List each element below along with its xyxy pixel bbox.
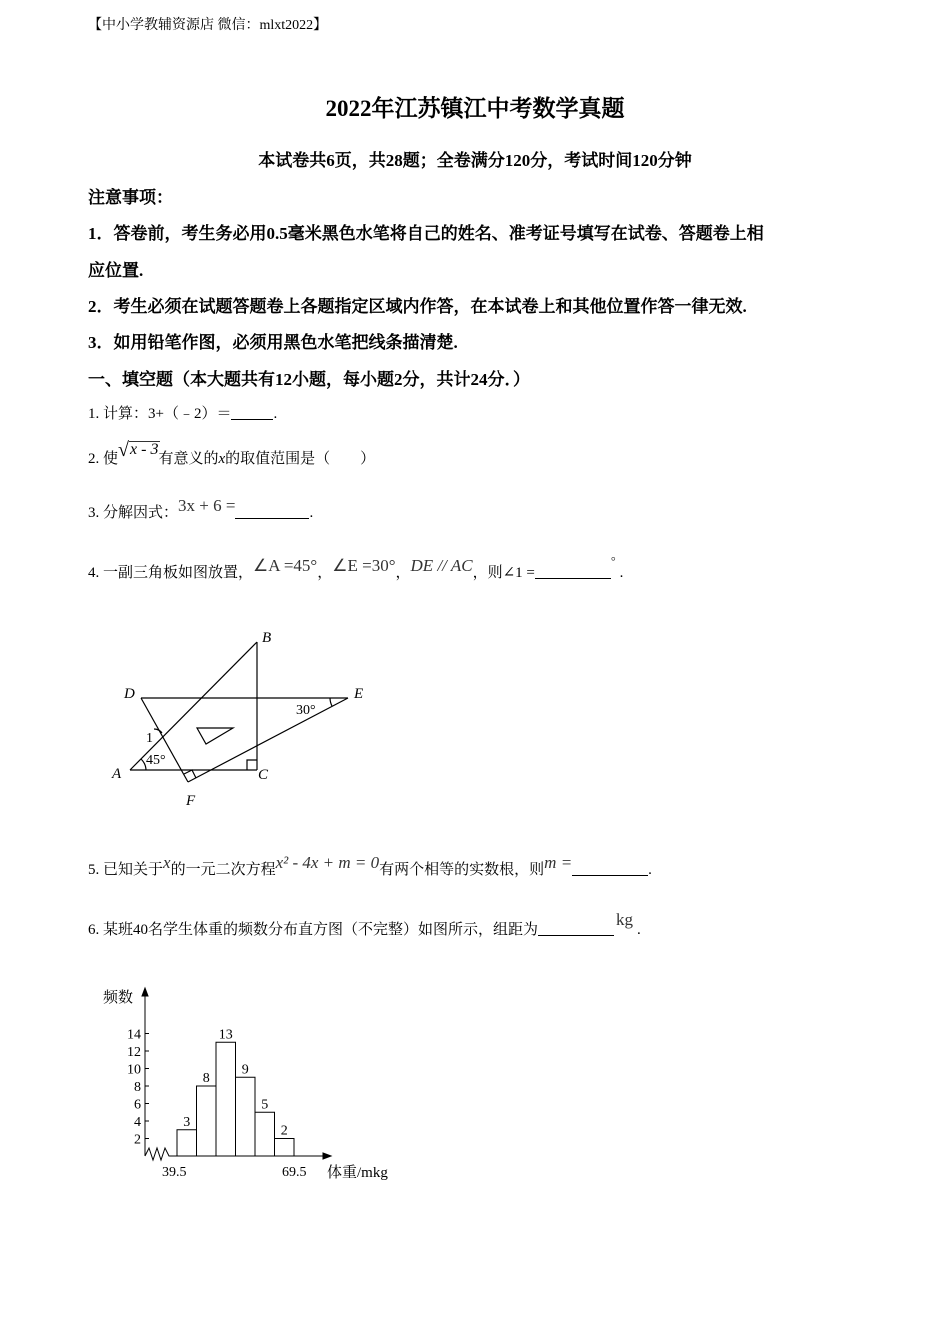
question-4-prefix: 4. 一副三角板如图放置，: [88, 565, 254, 581]
question-5-ask: m =: [544, 853, 573, 872]
question-3-prefix: 3. 分解因式：: [88, 505, 179, 521]
question-2-suffix: 有意义的: [158, 451, 219, 467]
notice-item-1-line-2: 应位置.: [88, 261, 144, 280]
page-title: 2022年江苏镇江中考数学真题: [325, 96, 625, 121]
x-axis-arrow-icon: [323, 1153, 331, 1159]
answer-blank-3[interactable]: [235, 504, 309, 519]
label-d: D: [124, 686, 135, 702]
question-5-mid: 的一元二次方程: [170, 862, 276, 878]
radical-expression: [118, 441, 158, 459]
parallel-expression: DE // AC: [410, 556, 473, 575]
inner-triangle: [197, 728, 233, 744]
x-tick-start: 39.5: [162, 1165, 187, 1180]
histogram-bar: [255, 1112, 275, 1156]
bar-value-label: 13: [218, 1027, 233, 1043]
y-tick-label: 4: [134, 1115, 141, 1130]
question-6-text: 6. 某班40名学生体重的频数分布直方图（不完整）如图所示，组距为: [88, 922, 539, 938]
label-c: C: [258, 767, 269, 783]
separator: ，: [317, 565, 333, 581]
question-5-prefix: 5. 已知关于: [88, 862, 164, 878]
y-tick-label: 8: [134, 1080, 141, 1095]
question-6: [88, 909, 641, 938]
x-tick-end: 69.5: [282, 1165, 307, 1180]
page-header: 【中小学教辅资源店 微信：mlxt2022】: [88, 18, 328, 33]
y-axis-label: 频数: [103, 990, 134, 1006]
question-5-suffix: 有两个相等的实数根，则: [379, 862, 545, 878]
histogram-bar: [197, 1086, 217, 1156]
y-axis-arrow-icon: [142, 988, 148, 996]
separator: ，: [472, 565, 488, 581]
page-subtitle: 本试卷共6页，共28题；全卷满分120分，考试时间120分钟: [258, 151, 692, 170]
triangle-figure: [100, 620, 390, 820]
bar-value-label: 5: [261, 1097, 269, 1113]
label-f: F: [186, 793, 196, 809]
separator: ，: [395, 565, 411, 581]
question-2: [88, 438, 376, 467]
question-2-variable: x: [218, 451, 226, 467]
answer-blank-4[interactable]: [535, 564, 611, 579]
axis-break-zigzag-icon: [145, 1148, 175, 1160]
notice-item-2: 2．考生必须在试题答题卷上各题指定区域内作答，在本试卷上和其他位置作答一律无效.: [88, 297, 747, 316]
bar-value-label: 9: [241, 1062, 249, 1078]
section-heading: 一、填空题（本大题共有12小题，每小题2分，共计24分．）: [88, 370, 530, 389]
bar-value-label: 2: [280, 1123, 288, 1139]
label-angle-30: 30°: [296, 703, 316, 718]
angle-e-expression: ∠E =30°: [332, 556, 396, 575]
radical-sign-icon: √: [118, 439, 129, 461]
label-b: B: [262, 630, 272, 646]
radicand: x - 3: [130, 441, 159, 458]
histogram-bar: [236, 1077, 256, 1156]
question-2-prefix: 2. 使: [88, 451, 119, 467]
answer-blank-6[interactable]: [538, 921, 614, 936]
question-1-end: .: [273, 406, 278, 422]
angle-arc-e: [330, 698, 332, 706]
question-5-end: .: [648, 862, 652, 878]
y-tick-label: 6: [134, 1097, 141, 1113]
question-5-equation: x² - 4x + m = 0: [275, 853, 380, 872]
histogram-bar: [275, 1139, 295, 1157]
line-ab: [130, 642, 257, 770]
question-4: [88, 554, 624, 581]
question-6-end: .: [637, 922, 641, 938]
bar-value-label: 3: [183, 1114, 191, 1130]
question-4-ask: 则∠1 =: [487, 565, 535, 581]
y-tick-label: 10: [127, 1062, 141, 1078]
label-e: E: [354, 686, 364, 702]
question-3-expression: 3x + 6 =: [178, 496, 236, 515]
question-5-variable: x: [163, 853, 171, 872]
histogram-bar: [216, 1042, 236, 1156]
notice-item-1-line-1: 1．答卷前，考生务必用0.5毫米黑色水笔将自己的姓名、准考证号填写在试卷、答题卷上相: [88, 224, 764, 243]
bar-value-label: 8: [202, 1071, 210, 1086]
label-a: A: [112, 766, 122, 782]
degree-symbol: °: [610, 554, 616, 568]
angle-a-expression: ∠A =45°: [253, 556, 318, 575]
y-tick-label: 2: [134, 1132, 141, 1148]
y-tick-label: 12: [127, 1045, 141, 1060]
x-axis-label: 体重/mkg: [327, 1165, 388, 1181]
question-3: [88, 495, 314, 521]
y-tick-label: 14: [127, 1027, 141, 1043]
right-angle-mark-c: [247, 760, 257, 770]
question-6-unit: kg: [616, 910, 634, 929]
question-5: [88, 852, 652, 878]
notice-heading: 注意事项：: [88, 188, 173, 207]
angle-arc-1: [154, 729, 162, 733]
question-4-end: .: [619, 565, 624, 581]
answer-blank-5[interactable]: [572, 861, 648, 876]
answer-blank-1[interactable]: [231, 405, 273, 420]
right-angle-mark-f: [184, 770, 196, 778]
histogram-bar: [177, 1130, 197, 1156]
question-1: [88, 402, 277, 423]
frequency-histogram: [95, 980, 405, 1185]
notice-item-3: 3．如用铅笔作图，必须用黑色水笔把线条描清楚.: [88, 333, 458, 352]
label-angle-1: 1: [146, 731, 153, 746]
question-2-suffix2: 的取值范围是（ ）: [225, 451, 376, 467]
question-1-text: 1. 计算：3+（﹣2）＝: [88, 406, 232, 422]
label-angle-45: 45°: [146, 753, 166, 768]
question-3-end: .: [309, 505, 314, 521]
